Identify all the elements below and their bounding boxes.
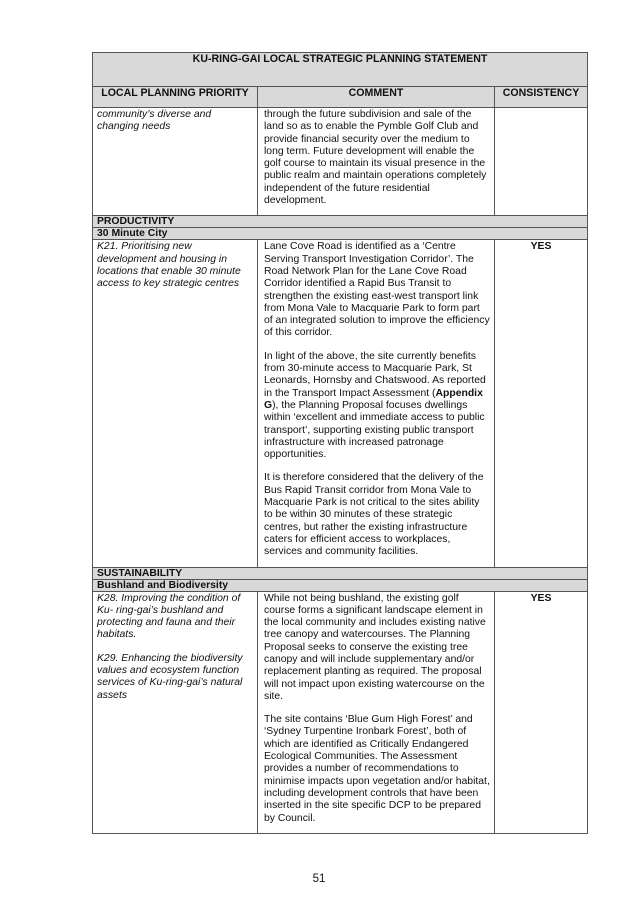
comment-text: In light of the above, the site currently benefits from 30-minute access to Macquarie Park, St Leonards, Hornsby and Chatswood. As reported in the Transport Impact Assessment (	[264, 350, 486, 399]
priority-paragraph: K29. Enhancing the biodiversity values and ecosystem function services of Ku-ring-gai’s natural assets	[97, 652, 243, 701]
priority-cell: community’s diverse and changing needs	[93, 108, 258, 216]
comment-paragraph: It is therefore considered that the delivery of the Bus Rapid Transit corridor from Mona Vale to Macquarie Park is not critical to the sites ability to be within 30 minutes of these strategic centres, but rather the existing infrastructure caters for efficient access to workplaces, services and community facilities.	[264, 472, 484, 558]
section-heading: PRODUCTIVITY	[93, 216, 588, 228]
page-number: 51	[312, 873, 326, 885]
planning-statement-table	[92, 52, 588, 834]
section-row-productivity	[93, 216, 588, 228]
consistency-cell	[495, 108, 588, 216]
comment-cell: through the future subdivision and sale of the land so as to enable the Pymble Golf Club and provide financial security over the medium to long term. Future development will enable the golf course to maintain its visual presence in the public realm and maintain operations completely independent of the future residential development.	[258, 108, 495, 216]
consistency-cell: YES	[495, 240, 588, 567]
header-priority: LOCAL PLANNING PRIORITY	[93, 87, 258, 108]
table-title: KU-RING-GAI LOCAL STRATEGIC PLANNING STATEMENT	[93, 53, 588, 87]
appendix-reference: Appendix G	[264, 387, 483, 411]
comment-paragraph: While not being bushland, the existing golf course forms a significant landscape element in the local community and includes existing native tree canopy and watercourses. The Planning Proposal seeks to conserve the existing tree canopy and will include supplementary and/or replacement planting as required. The proposal will not impact upon existing watercourse on the site.	[264, 592, 486, 702]
priority-cell	[93, 591, 258, 833]
table-title-row	[93, 53, 588, 87]
priority-paragraph: K28. Improving the condition of Ku- ring-gai’s bushland and protecting and fauna and their habitats.	[97, 592, 241, 641]
comment-cell	[258, 591, 495, 833]
table-row	[93, 240, 588, 567]
comment-text: ), the Planning Proposal focuses dwellings within ‘excellent and immediate access to public transport’, supporting existing public transport infrastructure with increased patronage opportunities.	[264, 399, 485, 461]
subsection-heading: Bushland and Biodiversity	[93, 579, 588, 591]
subsection-row-30-minute-city	[93, 228, 588, 240]
header-comment: COMMENT	[258, 87, 495, 108]
table-row	[93, 108, 588, 216]
subsection-row-bushland	[93, 579, 588, 591]
table-row	[93, 591, 588, 833]
header-consistency: CONSISTENCY	[495, 87, 588, 108]
priority-cell: K21. Prioritising new development and housing in locations that enable 30 minute access to key strategic centres	[93, 240, 258, 567]
subsection-heading: 30 Minute City	[93, 228, 588, 240]
section-heading: SUSTAINABILITY	[93, 567, 588, 579]
section-row-sustainability	[93, 567, 588, 579]
table-header-row	[93, 87, 588, 108]
comment-paragraph	[264, 351, 490, 462]
comment-paragraph: Lane Cove Road is identified as a ‘Centre Serving Transport Investigation Corridor’. The Road Network Plan for the Lane Cove Road Corridor identified a Rapid Bus Transit to strengthen the existing east-west transport link from Mona Vale to Macquarie Park to form part of an integrated solution to improve the efficiency of this corridor.	[264, 241, 490, 339]
consistency-cell: YES	[495, 591, 588, 833]
comment-cell	[258, 240, 495, 567]
comment-paragraph: The site contains ‘Blue Gum High Forest’ and ‘Sydney Turpentine Ironbark Forest’, both of which are identified as Critically Endangered Ecological Communities. The Assessment provides a number of recommendations to minimise impacts upon vegetation and/or habitat, including development controls that have been inserted in the site specific DCP to be prepared by Council.	[264, 714, 490, 824]
